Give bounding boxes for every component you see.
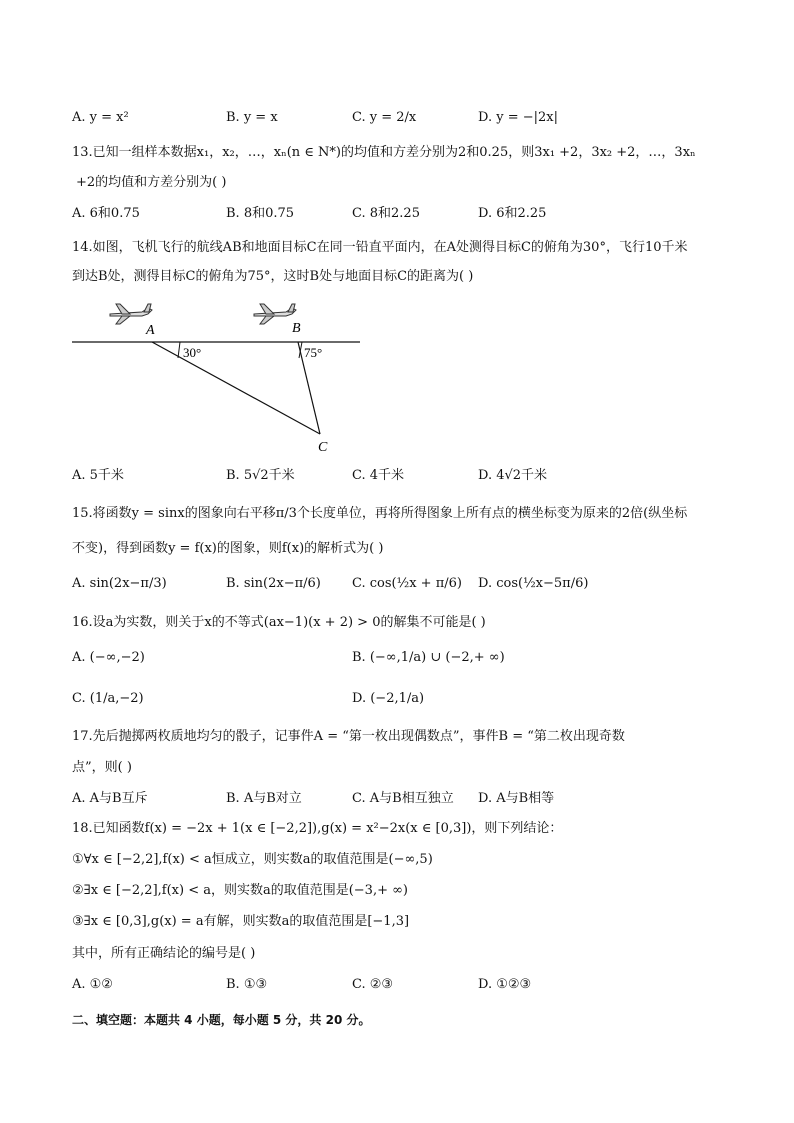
q18-statement-2: ②∃x ∈ [−2,2],f(x) < a，则实数a的取值范围是(−3,+ ∞) [72,883,409,898]
q16-option-a: A. (−∞,−2) [72,650,145,665]
airplane-icon [110,304,152,324]
q14-option-b: B. 5√2千米 [226,468,295,483]
q15-option-a: A. sin(2x−π/3) [72,576,167,591]
q18-option-a: A. ①② [72,977,113,992]
q18-option-d: D. ①②③ [478,977,532,992]
q18-stem-line1: 18.已知函数f(x) = −2x + 1(x ∈ [−2,2]),g(x) = x²−2x(x ∈ [0,3])，则下列结论： [72,821,563,836]
q15-option-c: C. cos(½x + π/6) [352,576,462,591]
q15-option-d: D. cos(½x−5π/6) [478,576,589,591]
q17-option-c: C. A与B相互独立 [352,791,454,806]
q14-stem-line2: 到达B处，测得目标C的俯角为75°，这时B处与地面目标C的距离为( ) [72,269,474,284]
q13-option-d: D. 6和2.25 [478,206,547,221]
q12-option-b: B. y = x [226,110,278,125]
q12-option-d: D. y = −|2x| [478,110,558,125]
q15-stem-line1: 15.将函数y = sinx的图象向右平移π/3个长度单位，再将所得图象上所有点的横坐标变为原来的2倍(纵坐标 [72,506,688,521]
q12-option-c: C. y = 2/x [352,110,417,125]
q13-option-a: A. 6和0.75 [72,206,140,221]
line-ac [152,342,323,434]
q14-option-c: C. 4千米 [352,468,405,483]
q13-stem-line1: 13.已知一组样本数据x₁，x₂，…，xₙ(n ∈ N*)的均值和方差分别为2和0.25，则3x₁ +2，3x₂ +2，…，3xₙ [72,145,696,160]
angle-label-a: 30° [183,345,202,360]
label-c: C [318,440,328,455]
q14-stem-line1: 14.如图，飞机飞行的航线AB和地面目标C在同一铅直平面内，在A处测得目标C的俯角为30°，飞行10千米 [72,240,688,255]
q13-option-b: B. 8和0.75 [226,206,295,221]
q17-option-a: A. A与B互斥 [72,791,148,806]
q16-option-b: B. (−∞,1/a) ∪ (−2,+ ∞) [352,650,505,665]
q17-stem-line2: 点”，则( ) [72,760,132,775]
q14-option-a: A. 5千米 [72,468,124,483]
label-b: B [292,321,301,336]
q14-option-d: D. 4√2千米 [478,468,548,483]
q18-statement-1: ①∀x ∈ [−2,2],f(x) < a恒成立，则实数a的取值范围是(−∞,5) [72,852,433,867]
q17-option-d: D. A与B相等 [478,791,555,806]
q16-option-c: C. (1/a,−2) [72,691,144,706]
q13-stem-line2: +2的均值和方差分别为( ) [76,175,227,190]
q17-option-b: B. A与B对立 [226,791,302,806]
q16-stem: 16.设a为实数，则关于x的不等式(ax−1)(x + 2) > 0的解集不可能是( ) [72,615,486,630]
q13-option-c: C. 8和2.25 [352,206,420,221]
airplane-icon [254,304,296,324]
label-a: A [146,323,155,338]
q15-stem-line2: 不变)，得到函数y = f(x)的图象，则f(x)的解析式为( ) [72,541,384,556]
q17-stem-line1: 17.先后抛掷两枚质地均匀的骰子，记事件A = “第一枚出现偶数点”，事件B = “第二枚出现奇数 [72,729,625,744]
angle-label-b: 75° [304,345,323,360]
angle-mark-a [178,342,180,358]
q12-option-a: A. y = x² [72,110,129,125]
q18-statement-3: ③∃x ∈ [0,3],g(x) = a有解，则实数a的取值范围是[−1,3] [72,914,410,929]
section-heading-fill-in: 二、填空题：本题共 4 小题，每小题 5 分，共 20 分。 [72,1013,371,1027]
q16-option-d: D. (−2,1/a) [352,691,425,706]
q14-figure [66,296,366,464]
q14-figure-svg [66,296,366,460]
q18-option-c: C. ②③ [352,977,394,992]
q18-stem-line5: 其中，所有正确结论的编号是( ) [72,946,256,961]
q15-option-b: B. sin(2x−π/6) [226,576,321,591]
q18-option-b: B. ①③ [226,977,268,992]
